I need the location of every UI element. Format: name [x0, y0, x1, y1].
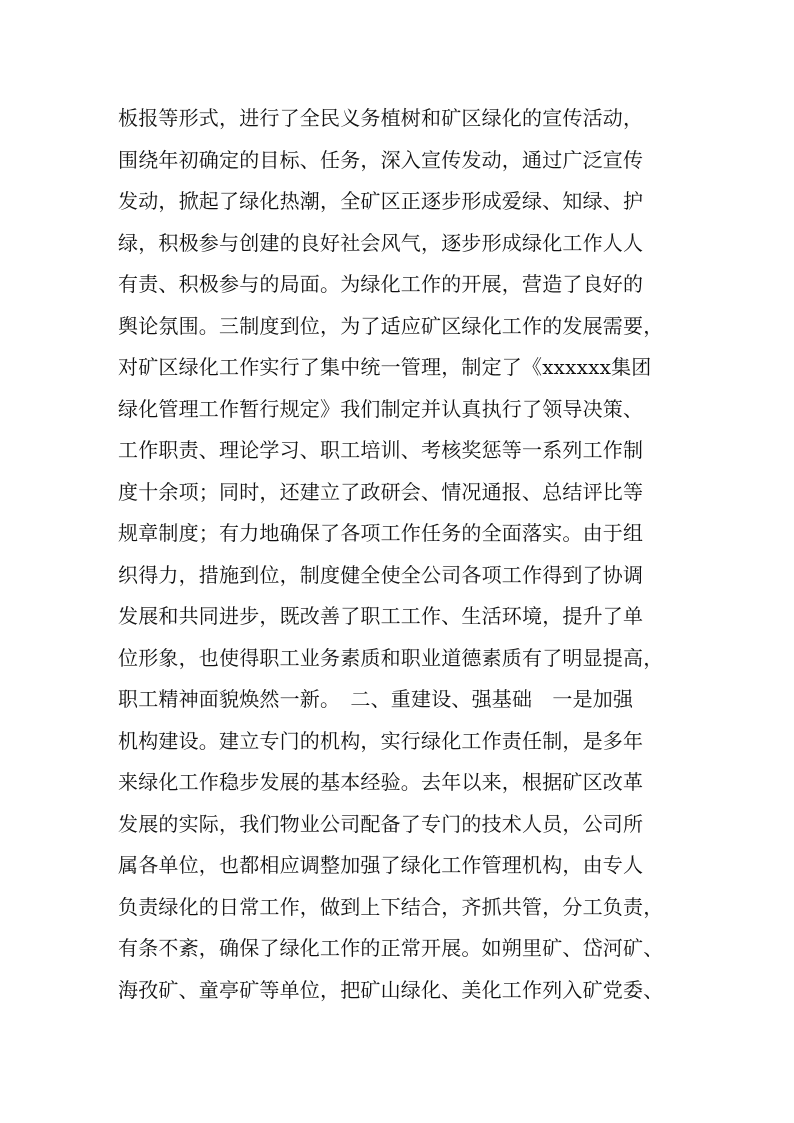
text-line: 工作职责、理论学习、职工培训、考核奖惩等一系列工作制: [118, 438, 644, 462]
text-line: 职工精神面貌焕然一新。 二、重建设、强基础 一是加强: [118, 687, 634, 711]
text-line: 规章制度；有力地确保了各项工作任务的全面落实。由于组: [118, 521, 644, 545]
text-line: 属各单位，也都相应调整加强了绿化工作管理机构，由专人: [118, 853, 644, 877]
text-line: 舆论氛围。三制度到位，为了适应矿区绿化工作的发展需要，: [118, 313, 664, 338]
text-line: 发展的实际，我们物业公司配备了专门的技术人员，公司所: [118, 811, 644, 836]
text-line: 板报等形式，进行了全民义务植树和矿区绿化的宣传活动，: [118, 106, 644, 130]
body-text: [118, 98, 688, 1011]
text-line: 位形象，也使得职工业务素质和职业道德素质有了明显提高，: [118, 645, 664, 670]
text-line: 机构建设。建立专门的机构，实行绿化工作责任制，是多年: [118, 728, 644, 753]
text-line: 海孜矿、童亭矿等单位，把矿山绿化、美化工作列入矿党委、: [118, 977, 664, 1002]
text-line: 发展和共同进步，既改善了职工工作、生活环境，提升了单: [118, 604, 644, 628]
text-line: 对矿区绿化工作实行了集中统一管理，制定了《xxxxxx集团: [118, 355, 652, 379]
text-line: 负责绿化的日常工作，做到上下结合，齐抓共管，分工负责，: [118, 894, 664, 919]
text-line: 有责、积极参与的局面。为绿化工作的开展，营造了良好的: [118, 272, 644, 296]
text-line: 织得力，措施到位，制度健全使全公司各项工作得到了协调: [118, 562, 644, 587]
text-line: 绿化管理工作暂行规定》我们制定并认真执行了领导决策、: [118, 396, 644, 421]
text-line: 围绕年初确定的目标、任务，深入宣传发动，通过广泛宣传: [118, 147, 644, 172]
text-line: 来绿化工作稳步发展的基本经验。去年以来，根据矿区改革: [118, 770, 644, 794]
text-line: 度十余项；同时，还建立了政研会、情况通报、总结评比等: [118, 479, 644, 504]
text-line: 绿，积极参与创建的良好社会风气，逐步形成绿化工作人人: [118, 230, 644, 255]
text-line: 发动，掀起了绿化热潮，全矿区正逐步形成爱绿、知绿、护: [118, 189, 644, 213]
text-line: 有条不紊，确保了绿化工作的正常开展。如朔里矿、岱河矿、: [118, 936, 664, 960]
